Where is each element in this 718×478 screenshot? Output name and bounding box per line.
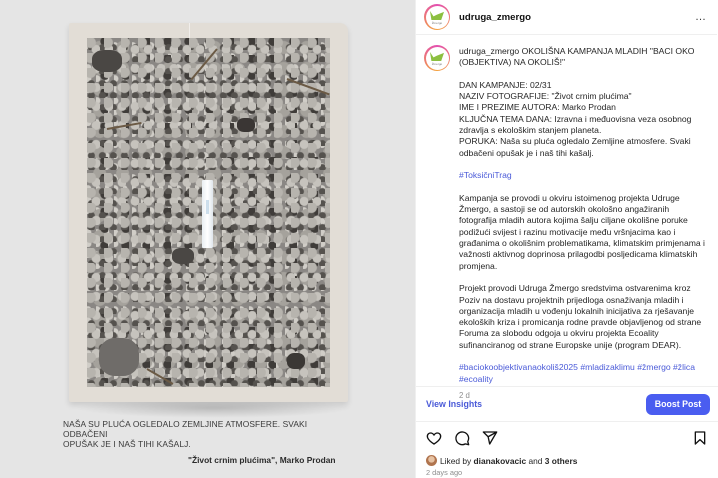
post-details-panel (415, 0, 717, 478)
avatar-label: Žmergo (431, 20, 443, 25)
comment-icon[interactable] (454, 430, 470, 446)
likes-others-link[interactable]: 3 others (544, 455, 578, 466)
avatar-label: Žmergo (431, 61, 443, 66)
caption-area (416, 35, 717, 401)
liker-username[interactable]: dianakovacic (473, 455, 527, 466)
twig (287, 78, 330, 95)
boost-post-button[interactable]: Boost Post (646, 394, 710, 415)
likes-prefix: Liked by (440, 455, 472, 466)
hashtag-link[interactable]: #žlica (673, 362, 696, 373)
liker-avatar[interactable] (426, 455, 437, 466)
rock (99, 338, 139, 376)
post-time: 2 d (459, 391, 470, 401)
hashtags (459, 362, 707, 385)
post-date: 2 days ago (426, 468, 463, 477)
caption-paragraph: Kampanja se provodi u okviru istoimenog projekta Udruge Žmergo, a sastoji se od autorskih okološno angažiranih fotografija mladih autora kojima šalju ciljane okolišne poruke podižući svijest i razinu motivacije među vršnjacima kao i građanima o okolišnim problematikama, klimatskim primjenama i važnosti aktivnog doprinosa prilagodbi posljedicama klimatskih promjena. (459, 192, 705, 271)
caption-paragraph: Projekt provodi Udruga Žmergo sredstvima ostvarenima kroz Poziv na dostavu projektnih prijedloga osnaživanja mladih i organizacija mladih u vođenju lokalnih inicijativa za rješavanje ekoloških kriza i promicanja rodne pravde objavljenog od strane Foruma za slobodu odgoja u okviru projekta Ecoality sufinanciranog od strane Europske unije (program DEAR). (459, 283, 702, 350)
twig (107, 122, 142, 130)
hashtag-link[interactable]: #baciokoobjektivanaokoliš2025 (459, 362, 578, 373)
zmergo-logo-icon (430, 52, 444, 61)
caption-line: NAŠA SU PLUĆA OGLEDALO ZEMLJINE ATMOSFERE. SVAKI ODBAČENI (63, 419, 308, 439)
hashtag-link[interactable]: #ecoality (459, 373, 493, 384)
twig (191, 48, 218, 80)
caption-avatar[interactable] (424, 45, 450, 71)
hashtag-link[interactable]: #žmergo (637, 362, 671, 373)
post-header (416, 0, 717, 35)
more-options-icon[interactable]: … (695, 11, 707, 23)
hashtag-link[interactable]: #mladizaklimu (580, 362, 635, 373)
caption-details: DAN KAMPANJE: 02/31 NAZIV FOTOGRAFIJE: "Život crnim plućima" IME I PREZIME AUTORA: Marko Prodan KLJUČNA TEMA DANA: Izravna i međuovisna veza osobnog zdravlja s ekološkim stanjem planeta. PORUKA: Naša su pluća ogledalo Zemljine atmosfere. Svaki odbačeni opušak je i naš tihi kašalj. (459, 79, 692, 158)
paper-frame (69, 23, 348, 402)
username-link[interactable]: udruga_zmergo (459, 11, 531, 23)
photo-credit: "Život crnim plućima", Marko Prodan (188, 455, 336, 465)
share-icon[interactable] (482, 430, 498, 446)
rock (172, 248, 194, 264)
twig (147, 368, 174, 385)
action-bar (416, 428, 718, 448)
view-insights-link[interactable]: View Insights (426, 399, 483, 409)
zmergo-logo-icon (430, 11, 444, 20)
hashtag-link[interactable]: #ToksičniTrag (459, 170, 512, 181)
rock (237, 118, 255, 132)
caption-title: OKOLIŠNA KAMPANJA MLADIH "BACI OKO (OBJEKTIVA) NA OKOLIŠ!" (459, 46, 695, 68)
rock (287, 353, 305, 369)
caption-text (459, 45, 707, 401)
insights-bar (416, 386, 718, 422)
media-caption (63, 419, 343, 449)
cigarette-butt (202, 180, 213, 248)
rock (92, 50, 122, 72)
caption-line: OPUŠAK JE I NAŠ TIHI KAŠALJ. (63, 439, 191, 449)
bookmark-icon[interactable] (692, 430, 708, 446)
avatar[interactable] (424, 4, 450, 30)
caption-username[interactable]: udruga_zmergo (459, 46, 520, 56)
heart-icon[interactable] (426, 430, 442, 446)
likes-summary (426, 455, 577, 466)
post-photo (87, 38, 330, 387)
likes-mid: and (528, 455, 543, 466)
